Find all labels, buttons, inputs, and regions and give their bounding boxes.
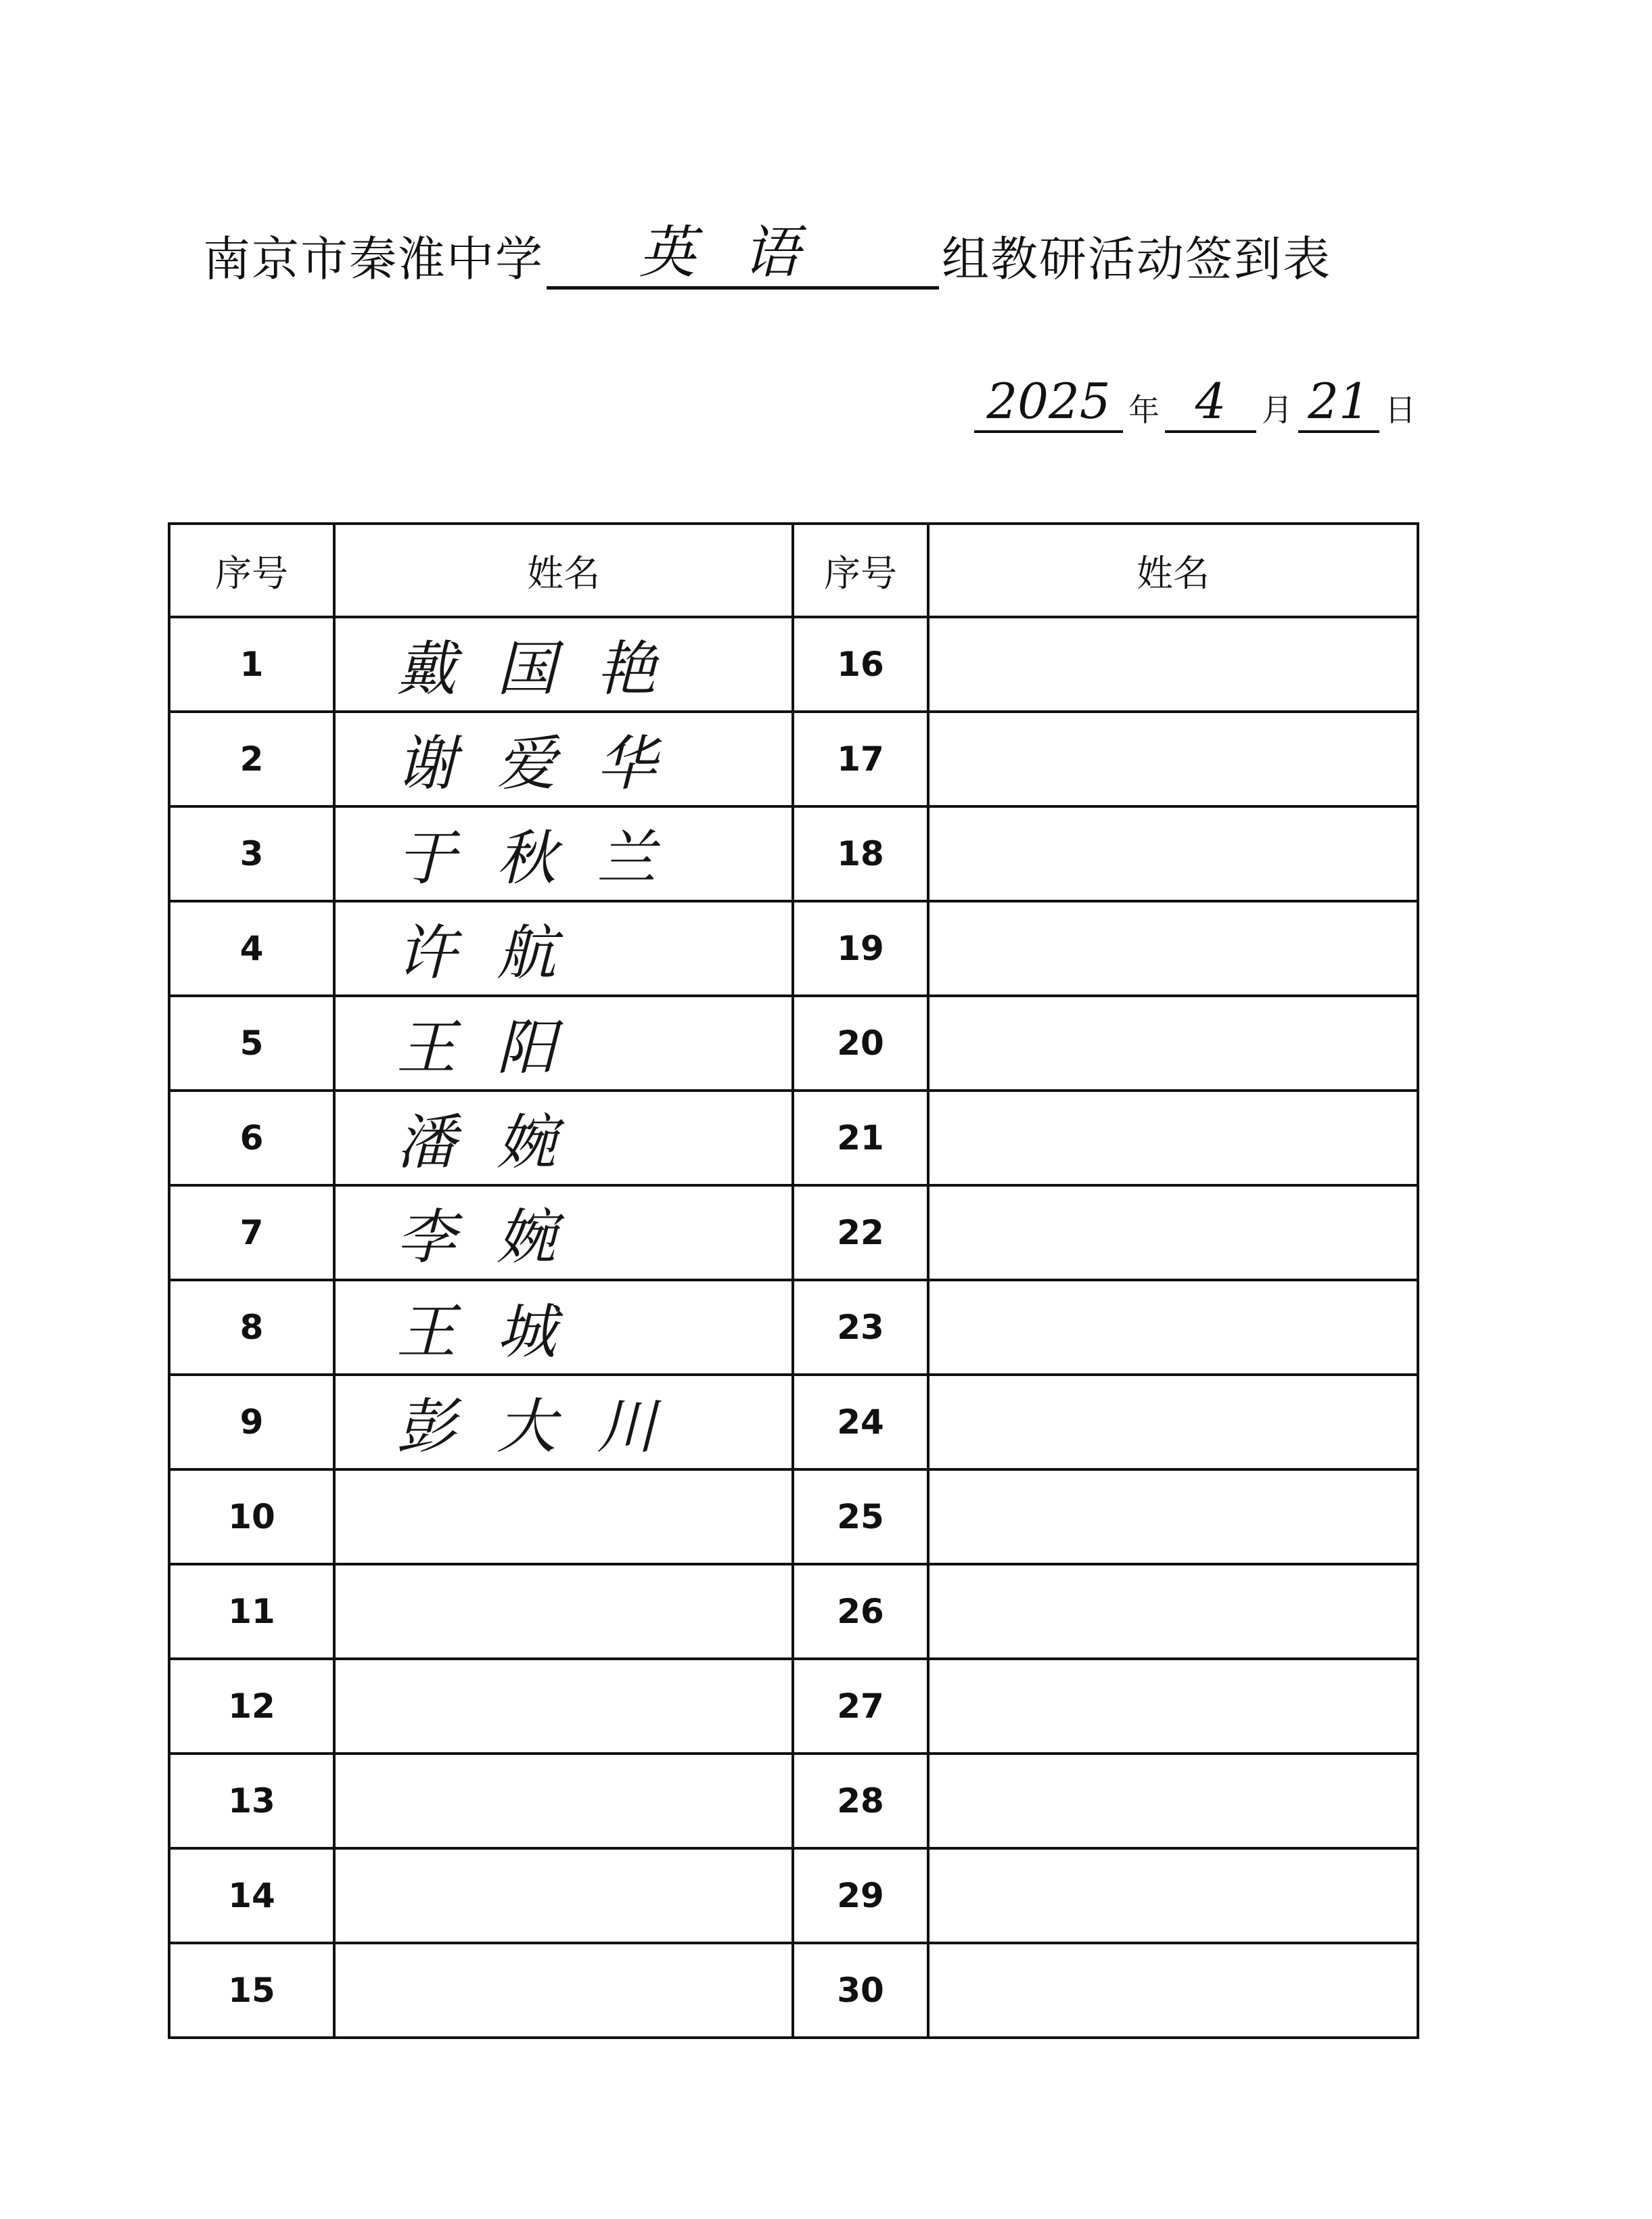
row-right-number: 21: [793, 1091, 928, 1185]
row-left-signature: 戴国艳: [334, 617, 793, 712]
row-right-number: 26: [793, 1564, 928, 1659]
row-right-signature: [928, 1564, 1418, 1659]
table-row: [169, 617, 1418, 712]
row-left-number: 7: [169, 1185, 334, 1280]
row-right-signature: [928, 996, 1418, 1091]
row-left-number: 1: [169, 617, 334, 712]
row-left-number: 12: [169, 1659, 334, 1754]
row-left-number: 3: [169, 806, 334, 901]
row-right-number: 24: [793, 1375, 928, 1469]
row-right-signature: [928, 1469, 1418, 1564]
row-left-number: 14: [169, 1848, 334, 1943]
header-left-name: 姓名: [334, 524, 793, 617]
date-month-handwritten: 4: [1165, 372, 1256, 433]
table-header-row: [169, 524, 1418, 617]
table-row: [169, 712, 1418, 806]
table-row: [169, 1280, 1418, 1375]
sheet-title: [203, 215, 1331, 290]
row-left-signature: 于秋兰: [334, 806, 793, 901]
row-right-signature: [928, 1659, 1418, 1754]
date-year-unit: 年: [1128, 392, 1160, 428]
table-row: [169, 1091, 1418, 1185]
header-right-name: 姓名: [928, 524, 1418, 617]
title-group-handwritten: 英语: [547, 219, 939, 290]
row-left-signature: 王城: [334, 1280, 793, 1375]
row-left-signature: [334, 1754, 793, 1848]
row-right-signature: [928, 712, 1418, 806]
row-left-signature: 彭大川: [334, 1375, 793, 1469]
row-right-signature: [928, 1375, 1418, 1469]
row-right-number: 23: [793, 1280, 928, 1375]
row-left-signature: [334, 1469, 793, 1564]
row-right-signature: [928, 901, 1418, 996]
title-suffix: 组教研活动签到表: [942, 231, 1331, 287]
row-right-number: 20: [793, 996, 928, 1091]
row-left-number: 10: [169, 1469, 334, 1564]
row-right-signature: [928, 1091, 1418, 1185]
sign-in-table: [168, 522, 1419, 2039]
date-month-unit: 月: [1262, 392, 1293, 428]
row-left-number: 2: [169, 712, 334, 806]
table-row: [169, 1848, 1418, 1943]
row-left-number: 5: [169, 996, 334, 1091]
row-right-signature: [928, 1848, 1418, 1943]
row-left-number: 6: [169, 1091, 334, 1185]
table-row: [169, 1754, 1418, 1848]
row-right-signature: [928, 1280, 1418, 1375]
row-right-signature: [928, 806, 1418, 901]
table-row: [169, 1943, 1418, 2038]
row-left-signature: 王阳: [334, 996, 793, 1091]
row-right-number: 29: [793, 1848, 928, 1943]
row-left-number: 9: [169, 1375, 334, 1469]
row-left-number: 11: [169, 1564, 334, 1659]
row-right-number: 28: [793, 1754, 928, 1848]
row-right-number: 17: [793, 712, 928, 806]
row-left-signature: 潘婉: [334, 1091, 793, 1185]
table-row: [169, 1469, 1418, 1564]
row-left-number: 8: [169, 1280, 334, 1375]
row-right-signature: [928, 1754, 1418, 1848]
row-left-signature: [334, 1848, 793, 1943]
row-left-signature: [334, 1564, 793, 1659]
table-row: [169, 1564, 1418, 1659]
row-left-number: 4: [169, 901, 334, 996]
row-right-number: 22: [793, 1185, 928, 1280]
row-left-signature: [334, 1659, 793, 1754]
row-left-signature: 许航: [334, 901, 793, 996]
row-right-signature: [928, 1943, 1418, 2038]
header-right-no: 序号: [793, 524, 928, 617]
table-row: [169, 806, 1418, 901]
row-right-number: 19: [793, 901, 928, 996]
date-day-handwritten: 21: [1298, 372, 1379, 433]
date-day-unit: 日: [1385, 392, 1416, 428]
sheet-date: [974, 365, 1421, 433]
title-prefix: 南京市秦淮中学: [203, 231, 544, 287]
row-right-number: 30: [793, 1943, 928, 2038]
row-right-number: 16: [793, 617, 928, 712]
table-row: [169, 1185, 1418, 1280]
table-row: [169, 996, 1418, 1091]
row-right-number: 27: [793, 1659, 928, 1754]
row-right-signature: [928, 1185, 1418, 1280]
row-right-signature: [928, 617, 1418, 712]
row-right-number: 18: [793, 806, 928, 901]
row-left-number: 13: [169, 1754, 334, 1848]
row-left-signature: [334, 1943, 793, 2038]
row-left-number: 15: [169, 1943, 334, 2038]
row-right-number: 25: [793, 1469, 928, 1564]
row-left-signature: 谢爱华: [334, 712, 793, 806]
table-row: [169, 1375, 1418, 1469]
header-left-no: 序号: [169, 524, 334, 617]
row-left-signature: 李婉: [334, 1185, 793, 1280]
table-row: [169, 1659, 1418, 1754]
table-row: [169, 901, 1418, 996]
date-year-handwritten: 2025: [974, 372, 1123, 433]
